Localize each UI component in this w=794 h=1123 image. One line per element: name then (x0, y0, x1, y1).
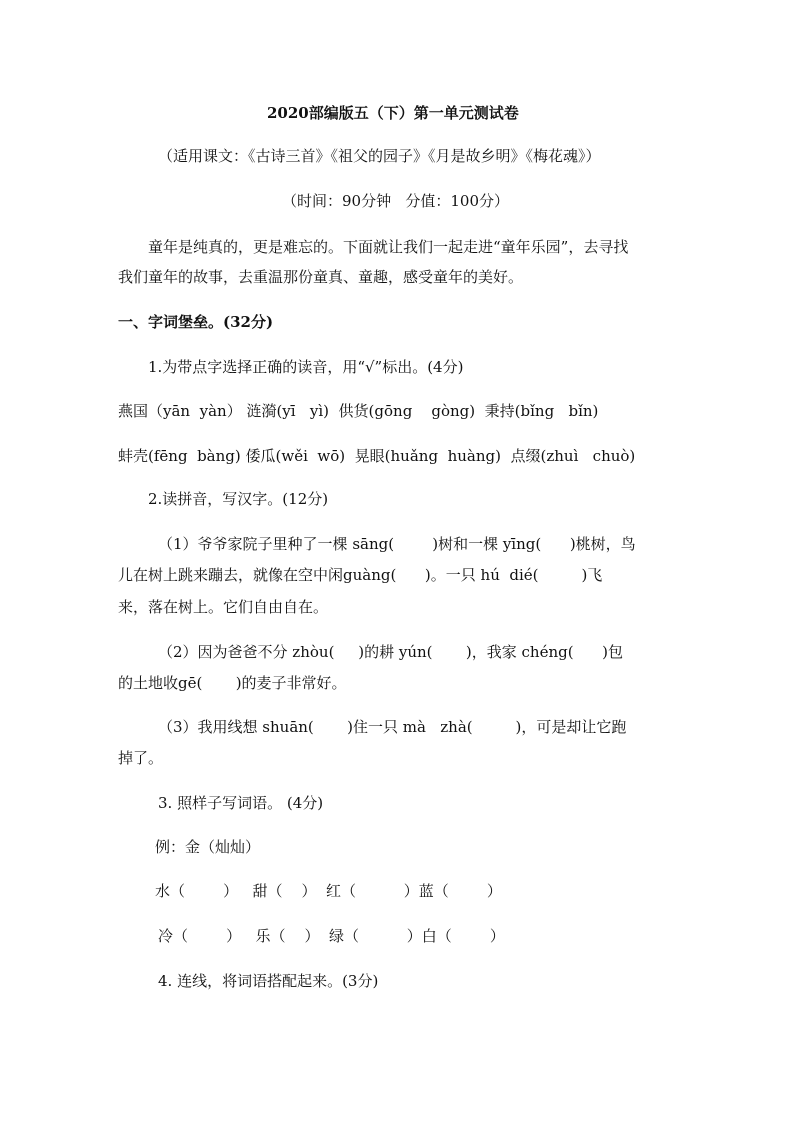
question-3-example: 例：金（灿灿） (155, 838, 261, 856)
question-2-part-3-line-1: （3）我用线想 shuān( )住一只 mà zhà( )，可是却让它跑 (158, 718, 627, 736)
intro-line-1: 童年是纯真的，更是难忘的。下面就让我们一起走进“童年乐园”，去寻找 (148, 238, 629, 256)
question-1-row-2: 蚌壳(fēng bàng) 倭瓜(wěi wō) 晃眼(huǎng huàng) 点缀(zhuì chuò) (118, 447, 636, 465)
page-subtitle: （适用课文：《古诗三首》《祖父的园子》《月是故乡明》《梅花魂》） (158, 147, 601, 165)
question-2-part-2-line-2: 的土地收gē( )的麦子非常好。 (118, 674, 347, 692)
question-3-row-2: 冷（ ） 乐（ ） 绿（ ）白（ ） (158, 927, 505, 945)
question-2-part-2-line-1: （2）因为爸爸不分 zhòu( )的耕 yún( )，我家 chéng( )包 (158, 643, 624, 661)
question-2-part-1-line-2: 儿在树上跳来蹦去，就像在空中闲guàng( )。一只 hú dié( )飞 (118, 566, 603, 584)
question-1-row-1: 燕国（yān yàn） 涟漪(yī yì) 供货(gōng gòng) 秉持(bǐng bǐn) (118, 402, 599, 420)
question-2-part-3-line-2: 掉了。 (118, 749, 164, 767)
question-2-part-1-line-1: （1）爷爷家院子里种了一棵 sāng( )树和一棵 yīng( )桃树，鸟 (158, 535, 636, 553)
section-heading: 一、字词堡垒。(32分) (118, 313, 274, 331)
exam-meta: （时间：90分钟 分值：100分） (282, 192, 510, 210)
question-4-prompt: 4. 连线，将词语搭配起来。(3分) (158, 972, 379, 990)
question-3-prompt: 3. 照样子写词语。 (4分) (158, 794, 324, 812)
question-1-prompt: 1.为带点字选择正确的读音，用“√”标出。(4分) (148, 358, 464, 376)
page-title: 2020部编版五（下）第一单元测试卷 (267, 104, 519, 122)
question-2-part-1-line-3: 来，落在树上。它们自由自在。 (118, 598, 329, 616)
intro-line-2: 我们童年的故事，去重温那份童真、童趣，感受童年的美好。 (118, 268, 524, 286)
question-2-prompt: 2.读拼音，写汉字。(12分) (148, 490, 329, 508)
question-3-row-1: 水（ ） 甜（ ） 红（ ）蓝（ ） (155, 882, 502, 900)
